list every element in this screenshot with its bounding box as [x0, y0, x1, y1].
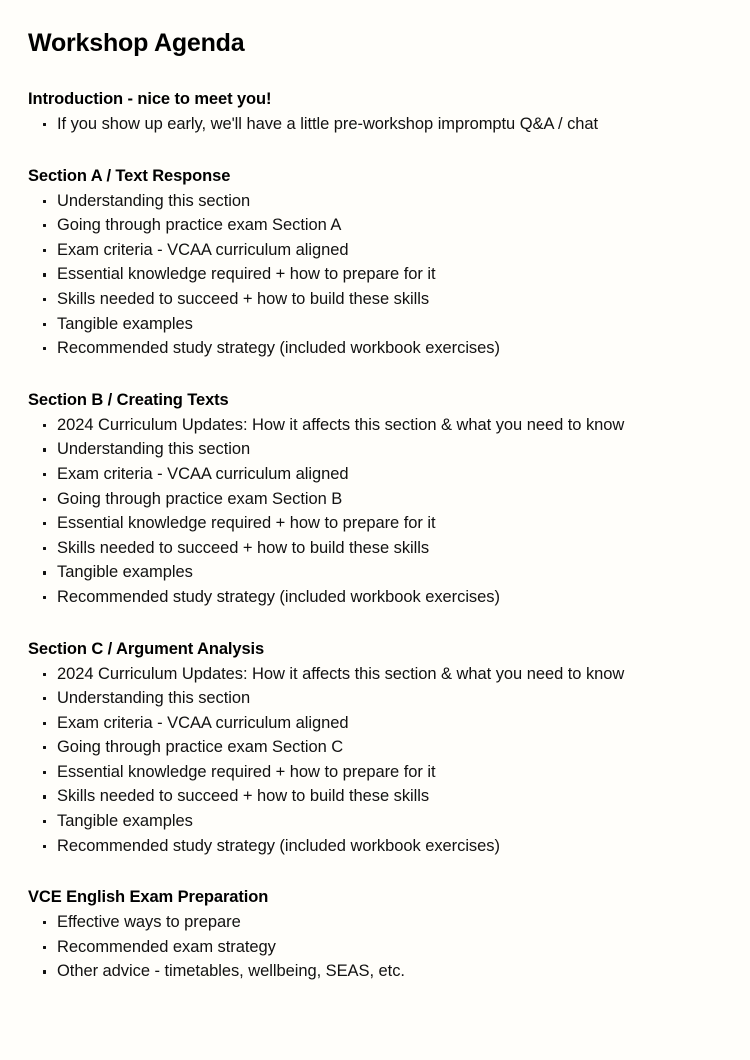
list-item-label: Skills needed to succeed + how to build these skills [57, 787, 430, 806]
page-title: Workshop Agenda [28, 29, 245, 57]
list-item [28, 511, 720, 536]
list-item-label: If you show up early, we'll have a little pre-workshop impromptu Q&A / chat [57, 115, 599, 133]
bullet-point-icon [43, 910, 47, 935]
bullet-point-icon [43, 112, 47, 137]
list-item-label: Exam criteria - VCAA curriculum aligned [57, 240, 349, 259]
list-item-label: Effective ways to prepare [57, 913, 241, 932]
list-item [28, 686, 720, 711]
bullet-list [28, 413, 720, 610]
list-item-label: Recommended study strategy (included workbook exercises) [57, 339, 500, 358]
list-item [28, 287, 720, 312]
list-item-label: Skills needed to succeed + how to build these skills [57, 289, 430, 308]
list-item [28, 560, 720, 585]
list-item [28, 536, 720, 561]
list-item [28, 437, 720, 462]
bullet-point-icon [43, 834, 47, 859]
list-item-label: Recommended exam strategy [57, 937, 276, 956]
list-item-label: Understanding this section [57, 440, 251, 459]
list-item [28, 711, 720, 736]
list-item [28, 336, 720, 361]
bullet-point-icon [43, 735, 47, 760]
section-heading: Section B / Creating Texts [28, 390, 229, 409]
agenda-section [28, 88, 720, 137]
bullet-point-icon [43, 336, 47, 361]
list-item-label: Essential knowledge required + how to prepare for it [57, 265, 436, 284]
list-item-label: Tangible examples [57, 812, 193, 831]
section-heading: Introduction - nice to meet you! [28, 90, 272, 108]
bullet-point-icon [43, 959, 47, 984]
bullet-point-icon [43, 536, 47, 561]
list-item-label: Exam criteria - VCAA curriculum aligned [57, 464, 349, 483]
bullet-point-icon [43, 437, 47, 462]
bullet-point-icon [43, 711, 47, 736]
bullet-list [28, 189, 720, 361]
list-item [28, 910, 720, 935]
list-item [28, 413, 720, 438]
section-heading: Section C / Argument Analysis [28, 639, 265, 658]
list-item-label: Recommended study strategy (included workbook exercises) [57, 836, 500, 855]
bullet-point-icon [43, 462, 47, 487]
list-item-label: Going through practice exam Section A [57, 216, 342, 235]
list-item-label: Recommended study strategy (included workbook exercises) [57, 587, 500, 606]
list-item-label: Essential knowledge required + how to prepare for it [57, 762, 436, 781]
bullet-point-icon [43, 662, 47, 687]
list-item [28, 262, 720, 287]
list-item-label: Tangible examples [57, 563, 193, 582]
agenda-section [28, 886, 720, 984]
list-item [28, 760, 720, 785]
agenda-section [28, 389, 720, 610]
list-item-label: Tangible examples [57, 314, 193, 333]
bullet-point-icon [43, 809, 47, 834]
list-item [28, 809, 720, 834]
list-item [28, 959, 720, 984]
section-heading: VCE English Exam Preparation [28, 888, 269, 907]
section-heading: Section A / Text Response [28, 166, 231, 185]
bullet-point-icon [43, 560, 47, 585]
bullet-list [28, 662, 720, 859]
list-item-label: Going through practice exam Section C [57, 738, 344, 757]
bullet-point-icon [43, 312, 47, 337]
agenda-sections [28, 88, 720, 984]
list-item [28, 735, 720, 760]
list-item-label: 2024 Curriculum Updates: How it affects this section & what you need to know [57, 664, 625, 683]
list-item [28, 834, 720, 859]
list-item [28, 189, 720, 214]
list-item [28, 112, 720, 137]
list-item-label: Other advice - timetables, wellbeing, SEAS, etc. [57, 962, 405, 981]
bullet-point-icon [43, 935, 47, 960]
bullet-point-icon [43, 238, 47, 263]
list-item-label: Understanding this section [57, 689, 251, 708]
bullet-list [28, 910, 720, 984]
list-item-label: Going through practice exam Section B [57, 489, 343, 508]
list-item [28, 784, 720, 809]
bullet-point-icon [43, 686, 47, 711]
list-item [28, 312, 720, 337]
list-item-label: Skills needed to succeed + how to build these skills [57, 538, 430, 557]
bullet-point-icon [43, 413, 47, 438]
bullet-point-icon [43, 585, 47, 610]
list-item [28, 487, 720, 512]
bullet-point-icon [43, 760, 47, 785]
list-item-label: Essential knowledge required + how to prepare for it [57, 514, 436, 533]
list-item [28, 213, 720, 238]
bullet-point-icon [43, 511, 47, 536]
agenda-section [28, 165, 720, 361]
bullet-point-icon [43, 262, 47, 287]
bullet-list [28, 112, 720, 137]
list-item-label: Understanding this section [57, 191, 251, 210]
list-item-label: 2024 Curriculum Updates: How it affects this section & what you need to know [57, 415, 625, 434]
bullet-point-icon [43, 213, 47, 238]
list-item-label: Exam criteria - VCAA curriculum aligned [57, 713, 349, 732]
bullet-point-icon [43, 189, 47, 214]
agenda-section [28, 638, 720, 859]
list-item [28, 585, 720, 610]
list-item [28, 462, 720, 487]
bullet-point-icon [43, 784, 47, 809]
list-item [28, 935, 720, 960]
list-item [28, 662, 720, 687]
bullet-point-icon [43, 487, 47, 512]
bullet-point-icon [43, 287, 47, 312]
list-item [28, 238, 720, 263]
